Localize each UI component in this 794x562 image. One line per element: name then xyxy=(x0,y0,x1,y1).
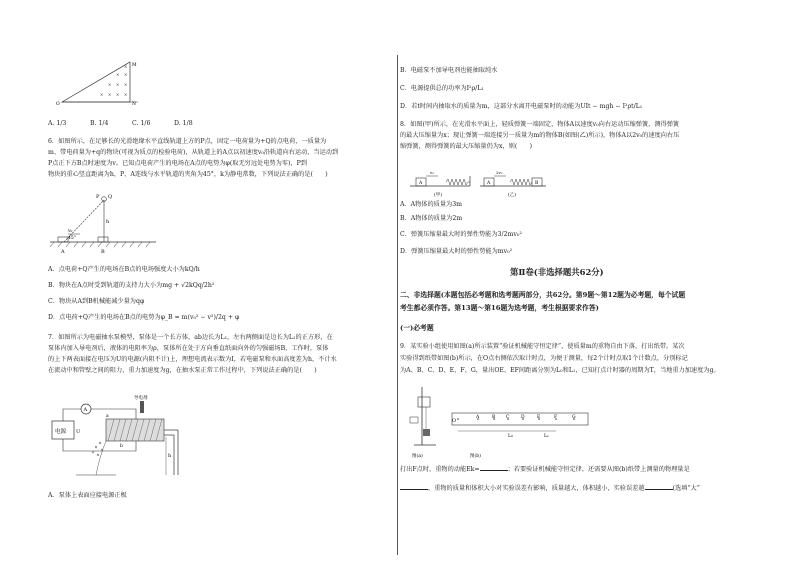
q8-line-2: 的最大压缩量为x；现让弹簧一端连接另一质量为m的物体B(如图(乙)所示)，物体A以2v₀的速度向右压 xyxy=(400,132,680,139)
q7-line-1: 7．如图所示为电磁抽水泵模型，泵体是一个长方体，ab边长为L₁，左右两侧面是边长为L₂的正方形，在 xyxy=(48,334,333,341)
svg-text:×: × xyxy=(116,72,120,77)
q9-line-3: 为A、B、C、D、E、F、G，量出OE、EF间距离分别为L₀和L₁，已知打点计时器的周期为T，当地重力加速度为g。 xyxy=(400,367,720,374)
q8-label-b: B xyxy=(535,181,539,186)
q9-label-l0: L₀ xyxy=(508,434,513,439)
q8-line-3: 缩弹簧，测得弹簧的最大压缩量仍为x，则( ) xyxy=(400,143,533,150)
q7-label-a: a xyxy=(106,414,109,419)
column-divider xyxy=(397,55,398,555)
q8-figure xyxy=(408,168,548,198)
q9-caption-a: 图(a) xyxy=(412,454,423,459)
q8-option-b: B．A物体的质量为2m xyxy=(400,215,463,222)
q8-label-v0: v₀ xyxy=(430,170,434,175)
q9-label-b: B xyxy=(492,415,496,420)
part2-header-line-2: 考生都必须作答。第13题～第16题为选考题，考生根据要求作答) xyxy=(400,304,599,312)
q7-label-b: b xyxy=(120,444,123,449)
q6-line-2: m、带电荷量为+q的物块(可视为质点的检验电荷)，从轨道上的A点以初速度v₀沿轨道向右运动，当运动到 xyxy=(48,149,339,156)
q6-label-angle: 45° xyxy=(68,236,76,241)
q8-label-2v0: 2v₀ xyxy=(496,170,503,175)
q8-caption-b: (乙) xyxy=(508,193,517,198)
q7-line-3: 的上下两表面接在电压为U的电源(内阻不计)上，理想电流表示数为I，若电磁泵和水面高度差为h，不计水 xyxy=(48,356,337,363)
q9-tail-1: 打出F点时，重物的动能Ek= xyxy=(400,466,480,473)
q5-option-c: C. 1/6 xyxy=(132,120,151,127)
q9-line-1: 9．某实验小组使用如图(a)所示装置“验证机械能守恒定律”，使质量m的重物自由下落，打出纸带。某次 xyxy=(400,343,685,350)
q9-tail-line-2 xyxy=(400,483,700,493)
q7-option-a: A．泵体上表面应接电源正极 xyxy=(48,492,127,499)
slope-label-n: N xyxy=(132,102,136,107)
q6-line-1: 6．如图所示，在足够长的光滑绝缘水平直线轨道上方的P点，固定一电荷量为+Q的点电荷，一质量为 xyxy=(48,138,327,145)
q9-caption-b: 图(b) xyxy=(470,454,481,459)
q6-label-p: P xyxy=(96,194,100,200)
q7-line-4: 在流动中和管壁之间的阻力，重力加速度为g，在抽水泵正常工作过程中，下列说法正确的是( ) xyxy=(48,367,317,374)
svg-text:×: × xyxy=(108,92,112,97)
slope-label-o: O xyxy=(56,102,60,107)
q6-line-4: 物块的重心竖直距离为h，P、A连线与水平轨道的夹角为45°，k为静电常数，下列说法正确的是( ) xyxy=(48,171,328,178)
q9-label-g: G xyxy=(572,415,576,420)
q9-label-o: O xyxy=(452,418,457,424)
q6-label-v0: v₀ xyxy=(68,229,73,234)
q9-figure xyxy=(408,385,588,465)
q8-option-d: D．弹簧压缩量最大时的弹性势能为mv₀² xyxy=(400,248,513,255)
q9-label-a: A xyxy=(476,415,480,420)
q6-figure xyxy=(48,190,163,258)
q7-label-u: U xyxy=(76,429,81,435)
q7-pump-figure xyxy=(46,395,186,480)
q7-line-2: 泵体内加入导电剂后，液体的电阻率为ρ，泵体所在处于方向垂直纸面向外的匀强磁场B，工作时，泵体 xyxy=(48,345,329,352)
q9-label-e: E xyxy=(537,415,541,420)
q8-label-a1: A xyxy=(419,181,423,186)
q9-label-d: D xyxy=(521,415,525,420)
q6-label-q: Q xyxy=(108,194,113,200)
q6-line-3: P点正下方B点时速度为v。已知点电荷产生的电场在A点的电势为φ(取无穷远处电势为零)，P到 xyxy=(48,160,307,167)
svg-text:×: × xyxy=(124,72,128,77)
svg-text:×: × xyxy=(124,92,128,97)
q6-label-a: A xyxy=(61,249,65,255)
q8-option-a: A．A物体的质量为3m xyxy=(400,201,463,208)
q6-label-h: h xyxy=(106,219,110,225)
q6-option-c: C．物块从A到B机械能减少量为qφ xyxy=(48,298,145,305)
q8-label-a2: A xyxy=(487,181,491,186)
q8-caption-a: (甲) xyxy=(434,193,443,198)
q9-tail-3: ，重物的质量和体积大小对实验误差有影响，质量越大，体积越小，实验误差越 xyxy=(428,485,645,492)
svg-text:×: × xyxy=(100,92,104,97)
q7-label-agent: 导电剂 xyxy=(134,396,148,401)
q9-label-f: F xyxy=(554,415,558,420)
q9-blank-ek[interactable] xyxy=(480,464,508,471)
q7-option-d: D．若t时间内抽取水的质量为m，这部分水离开电磁泵时的动能为UIt − mgh − I²ρt/L₁ xyxy=(400,103,643,110)
required-label: (一)必考题 xyxy=(400,324,434,332)
q5-option-b: B. 1/4 xyxy=(90,120,109,127)
q6-option-b: B．物块在A点时受到轨道的支持力大小为mg + √2kQq/2h² xyxy=(48,282,215,289)
q7-option-c: C．电源提供总的功率为I²ρ/L₁ xyxy=(400,85,484,92)
q5-option-d: D. 1/8 xyxy=(174,120,193,127)
q9-tail-2: ；若要验证机械能守恒定律，还需要从图(b)纸带上测量的物理量是 xyxy=(507,466,690,473)
slope-label-m: M xyxy=(132,63,137,68)
q5-option-a: A. 1/3 xyxy=(48,120,67,127)
q9-line-2: 实验得到纸带如图(b)所示，在O点右侧依次取计时点，为便于测量，每2个计时点取1个计数点，分别标记 xyxy=(400,355,688,362)
q9-tail-line-1 xyxy=(400,464,690,474)
q9-tail-4: (选填“大” xyxy=(672,485,700,492)
svg-text:×: × xyxy=(116,82,120,87)
q7-label-source: 电源 xyxy=(55,429,67,435)
q6-option-d: D．点电荷+Q产生的电场在B点的电势为φ_B = m(v₀² − v²)/2q + φ xyxy=(48,314,240,321)
part2-header-line-1: 二、非选择题(本题包括必考题和选考题两部分，共62分。第9题～第12题为必考题，每个试题 xyxy=(400,291,686,299)
q7-label-ammeter: A xyxy=(83,407,88,413)
q9-label-l1: L₁ xyxy=(544,434,549,439)
svg-text:×: × xyxy=(116,92,120,97)
q7-label-h: h xyxy=(168,453,172,459)
svg-text:×: × xyxy=(124,64,128,69)
q8-option-c: C．弹簧压缩量最大时的弹性势能为3/2mv₀² xyxy=(400,231,522,238)
q6-label-b: B xyxy=(101,249,105,255)
part2-title: 第Ⅱ卷(非选择题共62分) xyxy=(510,267,604,277)
svg-text:×: × xyxy=(108,82,112,87)
q9-blank-error[interactable] xyxy=(645,483,673,490)
q9-blank-quantity[interactable] xyxy=(400,483,428,490)
q6-option-a: A．点电荷+Q产生的电场在B点的电场强度大小为kQ/h xyxy=(48,266,200,273)
slope-figure xyxy=(52,60,142,108)
q7-option-b: B．电磁泵不加导电剂也能抽取纯水 xyxy=(400,67,498,74)
q9-label-c: C xyxy=(506,415,510,420)
svg-text:×: × xyxy=(124,82,128,87)
q8-line-1: 8．如图(甲)所示，在光滑水平面上，轻质弹簧一端固定，物体A以速度v₀向右运动压缩弹簧，测得弹簧 xyxy=(400,121,680,128)
